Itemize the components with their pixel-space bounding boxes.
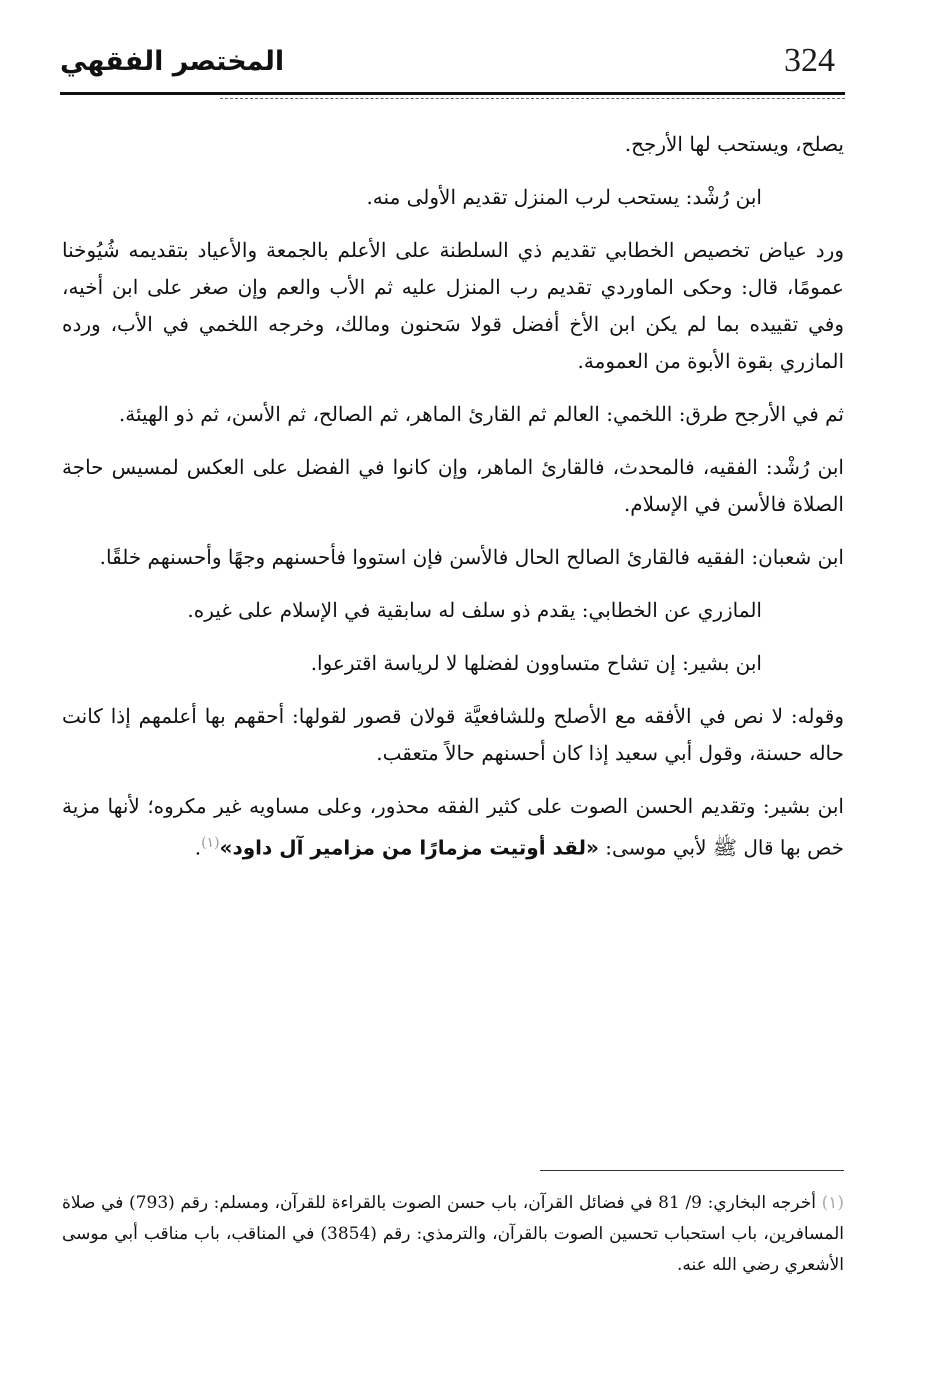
paragraph: وقوله: لا نص في الأفقه مع الأصلح وللشافعيَّة قولان قصور لقولها: أحقهم بها أعلمهم إذا كانت حاله حسنة، وقول أبي سعيد إذا كان أحسنهم حالاً متعقب.	[62, 704, 844, 765]
header-divider-thin	[220, 98, 845, 99]
book-title: المختصر الفقهي	[60, 46, 285, 77]
paragraph: ابن رُشْد: الفقيه، فالمحدث، فالقارئ الماهر، وإن كانوا في الفضل على العكس لمسيس حاجة الصلاة فالأسن في الإسلام.	[62, 455, 844, 516]
paragraph-end: .	[194, 835, 202, 860]
main-text	[62, 126, 844, 883]
footnote-marker[interactable]: (١)	[201, 835, 220, 851]
hadith-quote: «لقد أوتيت مزمارًا من مزامير آل داود»	[219, 835, 599, 860]
paragraph: يصلح، ويستحب لها الأرجح.	[624, 132, 844, 156]
paragraph: ابن بشير: إن تشاح متساوون لفضلها لا لرياسة اقترعوا.	[310, 651, 762, 675]
paragraph-text: ابن بشير: وتقديم الحسن الصوت على كثير الفقه محذور، وعلى مساويه غير مكروه؛ لأنها مزية خص بها قال ﷺ لأبي موسى:	[62, 794, 844, 860]
header-divider	[60, 92, 845, 95]
page-header	[60, 40, 845, 98]
paragraph: ابن شعبان: الفقيه فالقارئ الصالح الحال فالأسن فإن استووا فأحسنهم وجهًا وأحسنهم خلقًا.	[99, 545, 844, 569]
paragraph: ثم في الأرجح طرق: اللخمي: العالم ثم القارئ الماهر، ثم الصالح، ثم الأسن، ثم ذو الهيئة.	[118, 402, 844, 426]
paragraph: ورد عياض تخصيص الخطابي تقديم ذي السلطنة على الأعلم بالجمعة والأعياد بتقديمه شُيُوخنا عمومًا، قال: وحكى الماوردي تقديم رب المنزل عليه ثم الأب والعم وإن صغر على ابن أخيه، وفي تقييده بما لم يكن ابن الأخ أفضل قولا سَحنون ومالك، وخرجه اللخمي في الأب، ورده المازري بقوة الأبوة من العمومة.	[62, 238, 844, 373]
footnote-number: (١)	[821, 1193, 844, 1213]
page-number: 324	[784, 42, 835, 79]
footnote-divider	[540, 1170, 844, 1171]
paragraph: ابن رُشْد: يستحب لرب المنزل تقديم الأولى منه.	[366, 185, 762, 209]
paragraph: المازري عن الخطابي: يقدم ذو سلف له سابقية في الإسلام على غيره.	[187, 598, 762, 622]
footnote	[62, 1188, 844, 1281]
footnote-text: أخرجه البخاري: 9/ 81 في فضائل القرآن، باب حسن الصوت بالقراءة للقرآن، ومسلم: رقم (793) في صلاة المسافرين، باب استحباب تحسين الصوت بالقرآن، والترمذي: رقم (3854) في المناقب، باب مناقب أبي موسى الأشعري رضي الله عنه.	[62, 1193, 844, 1275]
paragraph	[62, 788, 844, 867]
